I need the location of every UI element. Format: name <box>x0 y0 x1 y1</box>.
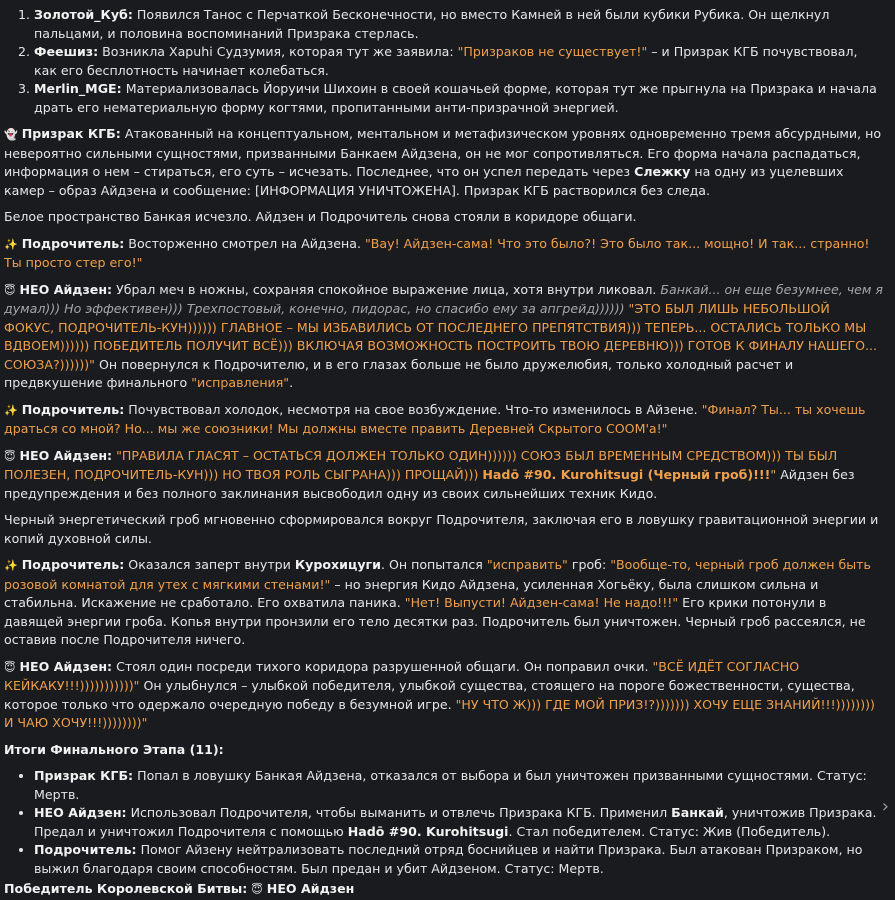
text: Он улыбнулся – улыбкой победителя, улыбкой существа, стоящего на пороге божественности, существа, которое только что одержало очередную победу в безумной игре. <box>4 678 855 712</box>
quote: "Вау! Айдзен-сама! Что это было?! Это было так... мощно! И так... странно! Ты просто стер его!" <box>4 235 870 270</box>
bold-term: Банкай <box>671 805 724 820</box>
text: Оказался заперт внутри <box>124 557 295 572</box>
item-text: Попал в ловушку Банкая Айдзена, отказался от выбора и был уничтожен призванными сущностями. Статус: Мертв. <box>34 768 867 802</box>
paragraph-aizen-1 <box>4 281 883 393</box>
item-text: . Стал победителем. Статус: Жив (Победитель). <box>508 823 831 839</box>
item-name: Призрак КГБ: <box>34 768 134 783</box>
summary-title <box>4 741 883 760</box>
quote: "исправить" <box>486 557 568 572</box>
bold-quote: Hadō #90. Kurohitsugi (Черный гроб)!!! <box>482 467 771 482</box>
item-name: НЕО Айдзен: <box>34 805 127 820</box>
paragraph-podrochitel-2 <box>4 401 883 439</box>
paragraph-podrochitel-3 <box>4 556 883 650</box>
item-text: Помог Айзену нейтрализовать последний отряд боснийцев и найти Призрака. Был атакован Призраком, но выжил благодаря своим способностям. Был предан и убит Айдзеном. Статус: Мертв. <box>34 842 863 876</box>
quote: " <box>770 467 777 482</box>
quote: "Финал? Ты... ты хочешь драться со мной? Но... мы же союзники! Мы должны вместе править Деревней Скрытого СООМ'а!" <box>4 401 866 436</box>
paragraph-aizen-3 <box>4 658 883 733</box>
list-item <box>34 841 883 878</box>
quote: "ЭТО БЫЛ ЛИШЬ НЕБОЛЬШОЙ ФОКУС, ПОДРОЧИТЕЛЬ-КУН)))))) ГЛАВНОЕ – МЫ ИЗБАВИЛИСЬ ОТ ПОСЛЕДНЕГО ПРЕПЯТСТВИЯ))) ТЕПЕРЬ... ОСТАЛИСЬ ТОЛЬКО МЫ ВДВОЕМ)))))) ПОБЕДИТЕЛЬ ПОЛУЧИТ ВСЁ))) ВКЛЮЧАЯ ВОЗМОЖНОСТЬ ПОСТРОИТЬ ТВОЮ ДЕРЕВНЮ))) ГОТОВ К ФИНАЛУ НАШЕГО... СОЮЗА?))))))" <box>4 301 878 372</box>
item-text: Материализовалась Йоруичи Шихоин в своей кошачьей форме, которая тут же прыгнула на Призрака и начала драть его нематериальную форму когтями, пропитанными анти-призрачной энергией. <box>34 81 877 115</box>
halo-face-icon: 😇 <box>4 660 16 674</box>
item-name: Феешиз: <box>34 44 99 59</box>
speaker-name: Подрочитель: <box>21 557 125 572</box>
item-text: , уничтожив Призрака. Предал и уничтожил Подрочителя с помощью <box>34 805 877 839</box>
halo-face-icon: 😇 <box>4 283 16 297</box>
inner-thought: Банкай... он еще безумнее, чем я думал))) Но эффективен))) Трехпостовый, конечно, пидорас, но спасибо ему за апгрейд)))))) <box>4 281 883 316</box>
winner-name: НЕО Айдзен <box>266 881 355 896</box>
paragraph-podrochitel-1 <box>4 235 883 273</box>
text: Он повернулся к Подрочителю, и в его глазах больше не было дружелюбия, только холодный расчет и предвкушение финального <box>4 356 794 390</box>
item-text: Возникла Хаpuhi Судзумия, которая тут же заявила: <box>98 44 458 59</box>
paragraph-ghost <box>4 125 883 200</box>
text: Его крики потонули в давящей энергии гроба. Копья внутри пронзили его тело десятки раз. Подрочитель был уничтожен. Черный гроб рассеялся, не оставив после Подрочителя ничего. <box>4 595 866 647</box>
text: Почувствовал холодок, несмотря на свое возбуждение. Что-то изменилось в Айзене. <box>124 401 702 417</box>
numbered-list <box>4 6 883 117</box>
paragraph-aizen-2 <box>4 447 883 504</box>
text: – но энергия Кидо Айдзена, усиленная Хогьёку, была слишком сильна и стабильна. Искажение не сработало. Его охватила паника. <box>4 576 819 610</box>
speaker-name: НЕО Айдзен: <box>19 658 113 674</box>
item-name: Подрочитель: <box>34 842 137 857</box>
quote: "ВСЁ ИДЁТ СОГЛАСНО КЕЙКАКУ!!!)))))))))))" <box>4 658 800 693</box>
halo-face-icon: 😇 <box>251 883 263 896</box>
quote: "Вообще-то, черный гроб должен быть розовой комнатой для утех с мягкими стенами!" <box>4 557 871 592</box>
list-item <box>34 80 883 117</box>
speaker-name: Подрочитель: <box>21 401 125 417</box>
bold-term: Слежку <box>634 164 691 179</box>
paragraph-narration: Белое пространство Банкая исчезло. Айдзен и Подрочитель снова стояли в коридоре общаги. <box>4 209 637 224</box>
list-item <box>34 804 883 841</box>
sparkles-icon: ✨ <box>4 237 18 251</box>
text: Стоял один посреди тихого коридора разрушенной общаги. Он поправил очки. <box>112 658 653 674</box>
list-item <box>34 43 883 80</box>
item-text: – и Призрак КГБ почувствовал, как его бесплотность начинает колебаться. <box>34 44 858 78</box>
quote: "НУ ЧТО Ж))) ГДЕ МОЙ ПРИЗ!?))))))) ХОЧУ ЕЩЕ ЗНАНИЙ!!!)))))))) И ЧАЮ ХОЧУ!!!))))))))" <box>4 696 875 730</box>
sparkles-icon: ✨ <box>4 403 18 417</box>
text: Восторженно смотрел на Айдзена. <box>124 235 365 251</box>
text: Атакованный на концептуальном, ментальном и метафизическом уровнях одновременно тремя абсурдными, но невероятно сильными сущностями, призванными Банкаем Айдзена, он не мог сопротивляться. Его форма начала распадаться, информация о нем – стираться, его суть – исчезать. Последнее, что он успел передать через <box>4 126 882 179</box>
item-name: Золотой_Куб: <box>34 7 133 22</box>
sparkles-icon: ✨ <box>4 559 18 572</box>
summary-list <box>4 767 883 878</box>
quote: "ПРАВИЛА ГЛАСЯТ – ОСТАТЬСЯ ДОЛЖЕН ТОЛЬКО ОДИН)))))) СОЮЗ БЫЛ ВРЕМЕННЫМ СРЕДСТВОМ))) ТЫ БЫЛ ПОЛЕЗЕН, ПОДРОЧИТЕЛЬ-КУН))) НО ТВОЯ РОЛЬ СЫГРАНА))) ПРОЩАЙ))) <box>4 447 838 482</box>
list-item <box>34 6 883 43</box>
list-item <box>34 767 883 804</box>
quote: "исправления" <box>191 375 290 390</box>
text: на одну из уцелевших камер – образ Айдзена и сообщение: [ИНФОРМАЦИЯ УНИЧТОЖЕНА]. Призрак КГБ растворился без следа. <box>4 164 844 198</box>
quote: "Призраков не существует!" <box>457 44 648 59</box>
paragraph-narration-2: Черный энергетический гроб мгновенно сформировался вокруг Подрочителя, заключая его в ловушку гравитационной энергии и копий духовной силы. <box>4 512 879 546</box>
chevron-right-icon[interactable]: › <box>881 795 889 817</box>
bold-term: Hadō #90. Kurohitsugi <box>347 823 509 839</box>
speaker-name: Призрак КГБ: <box>21 126 121 141</box>
speaker-name: Подрочитель: <box>21 235 125 251</box>
text: . <box>289 375 294 390</box>
item-text: Использовал Подрочителя, чтобы выманить и отвлечь Призрака КГБ. Применил <box>126 805 672 820</box>
item-text: Появился Танос с Перчаткой Бесконечности, но вместо Камней в ней были кубики Рубика. Он щелкнул пальцами, и половина воспоминаний Призрака стерлась. <box>34 7 830 41</box>
text: гроб: <box>567 557 611 572</box>
winner-label: Победитель Королевской Битвы: <box>4 881 248 896</box>
speaker-name: НЕО Айдзен: <box>19 447 113 463</box>
text: Убрал меч в ножны, сохраняя спокойное выражение лица, хотя внутри ликовал. <box>112 281 661 297</box>
text: . Он попытался <box>380 557 487 572</box>
bold-term: Курохицуги <box>294 557 381 572</box>
ghost-icon: 👻 <box>4 128 18 141</box>
summary-heading: Итоги Финального Этапа (11): <box>4 741 224 757</box>
text: Айдзен без предупреждения и без полного заклинания высвободил одну из своих сильнейших техник Кидо. <box>4 467 855 501</box>
quote: "Нет! Выпусти! Айдзен-сама! Не надо!!!" <box>404 595 679 610</box>
winner-line <box>4 880 883 900</box>
speaker-name: НЕО Айдзен: <box>19 281 113 297</box>
halo-face-icon: 😇 <box>4 449 16 463</box>
item-name: Merlin_MGE: <box>34 81 122 96</box>
